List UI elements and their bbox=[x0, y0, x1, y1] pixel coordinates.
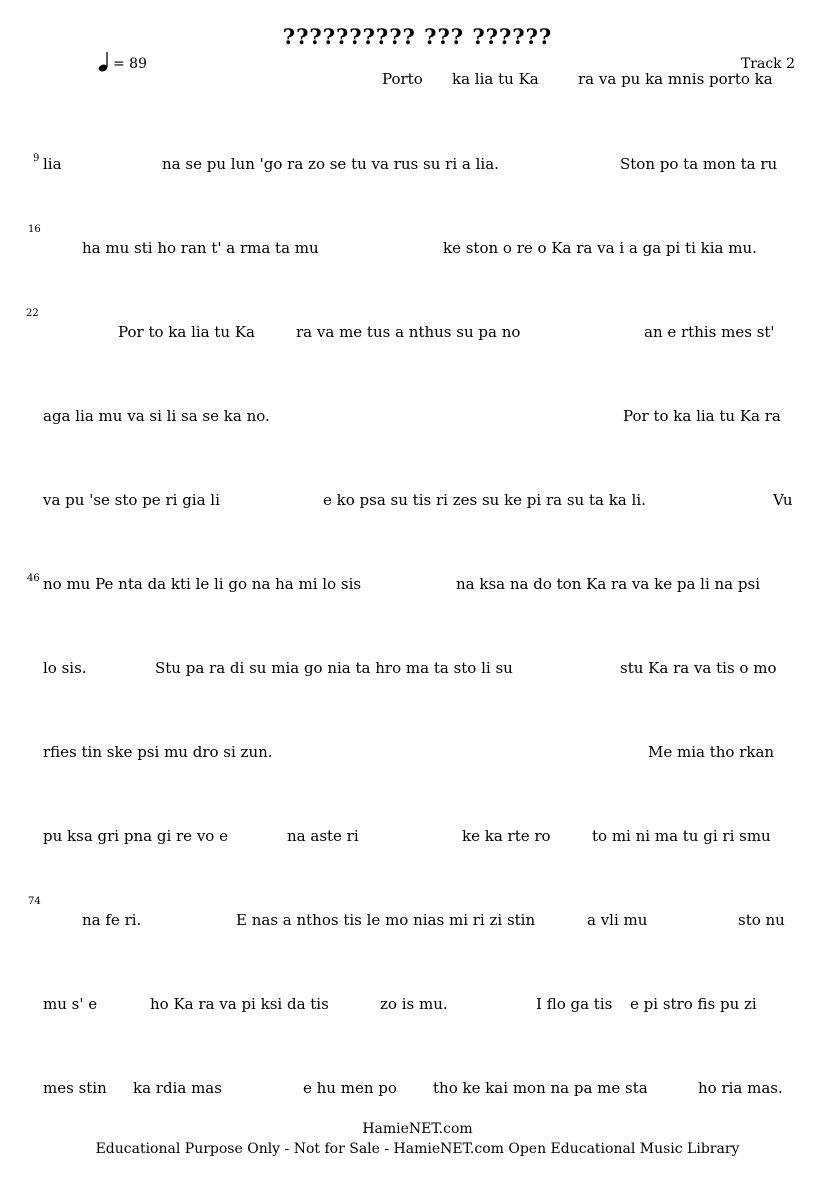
lyric-syllables: zo is mu. bbox=[380, 995, 448, 1013]
lyric-syllables: ke ston o re o Ka ra va i a ga pi ti kia mu. bbox=[443, 239, 757, 257]
lyric-syllables: rfies tin ske psi mu dro si zun. bbox=[43, 743, 273, 761]
lyric-syllables: a vli mu bbox=[587, 911, 648, 929]
lyric-syllables: mu s' e bbox=[43, 995, 98, 1013]
measure-number: 16 bbox=[28, 224, 41, 235]
lyric-syllables: E nas a nthos tis le mo nias mi ri zi stin bbox=[236, 911, 536, 929]
lyric-syllables: Por to ka lia tu Ka ra bbox=[623, 407, 781, 425]
lyric-syllables: na se pu lun 'go ra zo se tu va rus su ri a lia. bbox=[162, 155, 499, 173]
lyric-line bbox=[0, 407, 835, 429]
score-title: ?????????? ??? ?????? bbox=[282, 24, 553, 49]
lyric-line bbox=[0, 827, 835, 849]
lyric-syllables: Vu bbox=[773, 491, 793, 509]
lyric-syllables: Porto bbox=[382, 70, 423, 88]
lyric-syllables: va pu 'se sto pe ri gia li bbox=[43, 491, 220, 509]
lyric-syllables: I flo ga tis bbox=[536, 995, 613, 1013]
lyric-syllables: ha mu sti ho ran t' a rma ta mu bbox=[82, 239, 319, 257]
lyric-line bbox=[0, 743, 835, 765]
tempo-value: = 89 bbox=[113, 56, 147, 72]
lyric-syllables: Ston po ta mon ta ru bbox=[620, 155, 778, 173]
lyric-line bbox=[0, 308, 835, 345]
lyric-syllables: to mi ni ma tu gi ri smu bbox=[592, 827, 771, 845]
lyric-syllables: Stu pa ra di su mia go nia ta hro ma ta sto li su bbox=[155, 659, 513, 677]
lyric-syllables: Por to ka lia tu Ka bbox=[118, 323, 255, 341]
lyric-syllables: ho ria mas. bbox=[698, 1079, 783, 1097]
lyric-syllables: sto nu bbox=[738, 911, 785, 929]
lyric-syllables: ra va pu ka mnis porto ka bbox=[578, 70, 773, 88]
lyric-line bbox=[0, 224, 835, 261]
measure-number: 22 bbox=[26, 308, 39, 319]
lyric-syllables: ka rdia mas bbox=[133, 1079, 222, 1097]
lyric-line bbox=[0, 659, 835, 681]
lyric-syllables: e pi stro fis pu zi bbox=[630, 995, 757, 1013]
lyric-syllables: lo sis. bbox=[43, 659, 87, 677]
lyric-line bbox=[0, 70, 835, 92]
lyric-syllables: an e rthis mes st' bbox=[644, 323, 775, 341]
lyric-syllables: na aste ri bbox=[287, 827, 359, 845]
measure-number: 46 bbox=[27, 573, 40, 584]
lyric-line bbox=[0, 575, 835, 597]
lyric-syllables: stu Ka ra va tis o mo bbox=[620, 659, 777, 677]
lyric-syllables: ra va me tus a nthus su pa no bbox=[296, 323, 521, 341]
lyric-syllables: mes stin bbox=[43, 1079, 107, 1097]
lyric-syllables: tho ke kai mon na pa me sta bbox=[433, 1079, 648, 1097]
lyric-line bbox=[0, 155, 835, 177]
lyric-syllables: ke ka rte ro bbox=[462, 827, 551, 845]
lyric-syllables: e ko psa su tis ri zes su ke pi ra su ta ka li. bbox=[323, 491, 646, 509]
lyric-syllables: pu ksa gri pna gi re vo e bbox=[43, 827, 228, 845]
lyric-line bbox=[0, 1079, 835, 1101]
lyric-syllables: Me mia tho rkan bbox=[648, 743, 775, 761]
lyric-syllables: aga lia mu va si li sa se ka no. bbox=[43, 407, 270, 425]
quarter-note-icon bbox=[98, 52, 110, 72]
footer-notice: Educational Purpose Only - Not for Sale - HamieNET.com Open Educational Music Library bbox=[95, 1141, 740, 1157]
lyric-syllables: no mu Pe nta da kti le li go na ha mi lo sis bbox=[43, 575, 362, 593]
lyric-line bbox=[0, 491, 835, 513]
lyric-line bbox=[0, 995, 835, 1017]
lyric-line bbox=[0, 896, 835, 933]
footer-site: HamieNET.com bbox=[362, 1121, 473, 1137]
lyric-syllables: ho Ka ra va pi ksi da tis bbox=[150, 995, 329, 1013]
lyric-syllables: lia bbox=[43, 155, 62, 173]
track-label: Track 2 bbox=[740, 56, 795, 72]
measure-number: 9 bbox=[33, 153, 40, 164]
lyric-syllables: na ksa na do ton Ka ra va ke pa li na psi bbox=[456, 575, 760, 593]
lyric-syllables: e hu men po bbox=[303, 1079, 397, 1097]
lyric-syllables: ka lia tu Ka bbox=[452, 70, 539, 88]
measure-number: 74 bbox=[28, 896, 41, 907]
tempo-marking bbox=[98, 52, 147, 72]
lyric-syllables: na fe ri. bbox=[82, 911, 142, 929]
